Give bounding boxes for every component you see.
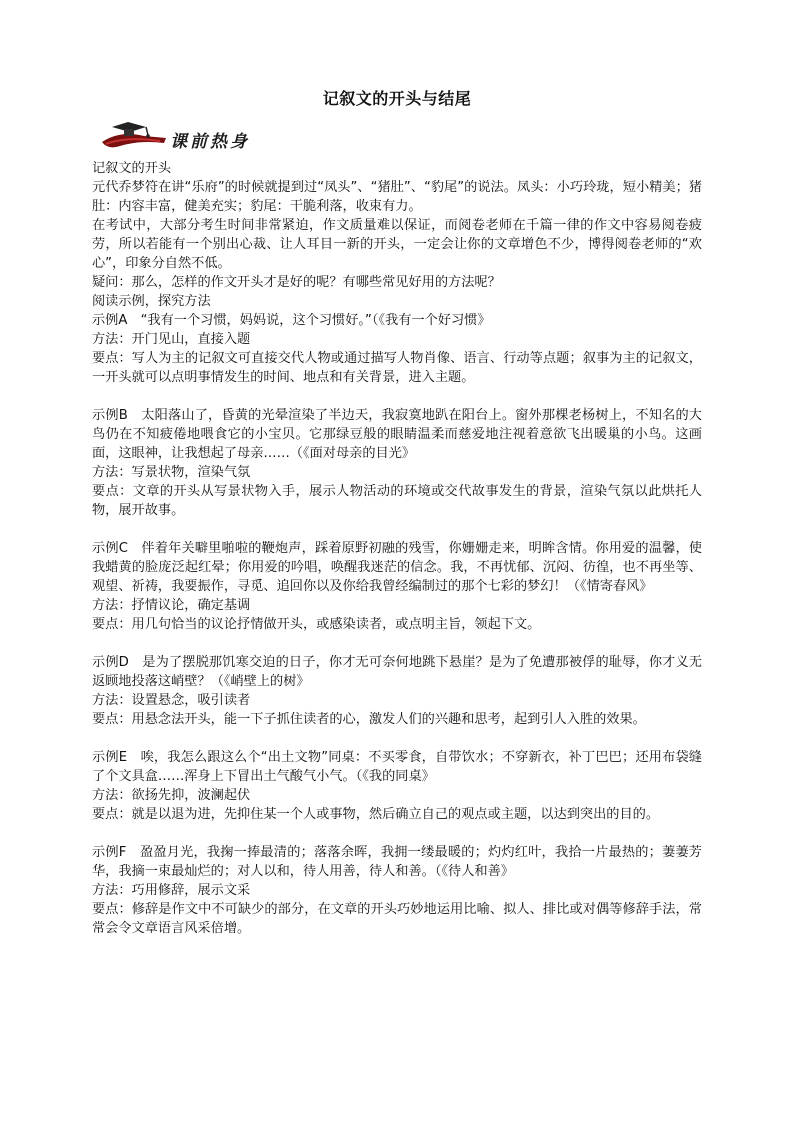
intro-heading: 记叙文的开头 <box>92 161 172 176</box>
intro-guide: 阅读示例，探究方法 <box>92 294 211 309</box>
document-body <box>92 159 702 938</box>
example-text: 示例E 唉，我怎么跟这么个“出土文物”同桌：不买零食，自带饮水；不穿新衣，补丁巴巴；还用布袋缝了个文具盒……浑身上下冒出土气酸气小气。（《我的同桌》 <box>92 750 702 784</box>
example-method: 方法：抒情议论，确定基调 <box>92 598 251 613</box>
intro-paragraph: 元代乔梦符在讲“乐府”的时候就提到过“凤头”、“猪肚”、“豹尾”的说法。凤头：小巧玲珑，短小精美；猪肚：内容丰富，健美充实；豹尾：干脆利落，收束有力。 <box>92 180 702 214</box>
spacer <box>92 634 702 653</box>
graduate-cap-icon <box>100 116 170 154</box>
example-text: 示例D 是为了摆脱那饥寒交迫的日子，你才无可奈何地跳下悬崖？是为了免遭那被俘的耻辱，你才义无返顾地投落这峭壁？（《峭壁上的树》 <box>92 655 702 689</box>
intro-question: 疑问：那么，怎样的作文开头才是好的呢？有哪些常见好用的方法呢？ <box>92 275 501 290</box>
example-method: 方法：开门见山，直接入题 <box>92 332 251 347</box>
example-point: 要点：用悬念法开头，能一下子抓住读者的心，激发人们的兴趣和思考，起到引人入胜的效果。 <box>92 712 646 727</box>
document-title: 记叙文的开头与结尾 <box>322 89 472 108</box>
example-point: 要点：用几句恰当的议论抒情做开头，或感染读者，或点明主旨，领起下文。 <box>92 617 541 632</box>
spacer <box>92 387 702 406</box>
example-method: 方法：写景状物，渲染气氛 <box>92 465 251 480</box>
example-method: 方法：巧用修辞，展示文采 <box>92 883 251 898</box>
spacer <box>92 729 702 748</box>
example-point: 要点：文章的开头从写景状物入手，展示人物活动的环境或交代故事发生的背景，渲染气氛以此烘托人物，展开故事。 <box>92 484 702 518</box>
example-method: 方法：欲扬先抑，波澜起伏 <box>92 788 251 803</box>
intro-paragraph: 在考试中，大部分考生时间非常紧迫，作文质量难以保证，而阅卷老师在千篇一律的作文中容易阅卷疲劳，所以若能有一个别出心裁、让人耳目一新的开头，一定会让你的文章增色不少，博得阅卷老师的“欢心”，印象分自然不低。 <box>92 218 702 271</box>
example-method: 方法：设置悬念，吸引读者 <box>92 693 251 708</box>
section-banner <box>100 116 300 154</box>
banner-label: 课前热身 <box>170 132 250 152</box>
example-text: 示例C 伴着年关噼里啪啦的鞭炮声，踩着原野初融的残雪，你姗姗走来，明眸含情。你用爱的温馨，使我蜡黄的脸庞泛起红晕；你用爱的吟唱，唤醒我迷茫的信念。我，不再忧郁、沉闷、彷徨，也不再坐等、观望、祈祷，我要振作，寻觅、追回你以及你给我曾经编制过的那个七彩的梦幻！（《情寄春风》 <box>92 541 702 594</box>
example-point: 要点：修辞是作文中不可缺少的部分，在文章的开头巧妙地运用比喻、拟人、排比或对偶等修辞手法，常常会令文章语言风采倍增。 <box>92 902 702 936</box>
example-text: 示例A “我有一个习惯，妈妈说，这个习惯好。”（《我有一个好习惯》 <box>92 313 491 328</box>
example-point: 要点：写人为主的记叙文可直接交代人物或通过描写人物肖像、语言、行动等点题；叙事为主的记叙文，一开头就可以点明事情发生的时间、地点和有关背景，进入主题。 <box>92 351 702 385</box>
example-text: 示例F 盈盈月光，我掬一捧最清的；落落余晖，我拥一缕最暖的；灼灼红叶，我拾一片最热的；萋萋芳华，我摘一束最灿烂的；对人以和，待人用善，待人和善。（《待人和善》 <box>92 845 702 879</box>
spacer <box>92 824 702 843</box>
example-point: 要点：就是以退为进，先抑住某一个人或事物，然后确立自己的观点或主题，以达到突出的目的。 <box>92 807 660 822</box>
example-text: 示例B 太阳落山了，昏黄的光晕渲染了半边天，我寂寞地趴在阳台上。窗外那棵老杨树上，不知名的大鸟仍在不知疲倦地喂食它的小宝贝。它那绿豆般的眼睛温柔而慈爱地注视着意欲飞出暖巢的小鸟。这画面，这眼神，让我想起了母亲……（《面对母亲的目光》 <box>92 408 702 461</box>
spacer <box>92 520 702 539</box>
